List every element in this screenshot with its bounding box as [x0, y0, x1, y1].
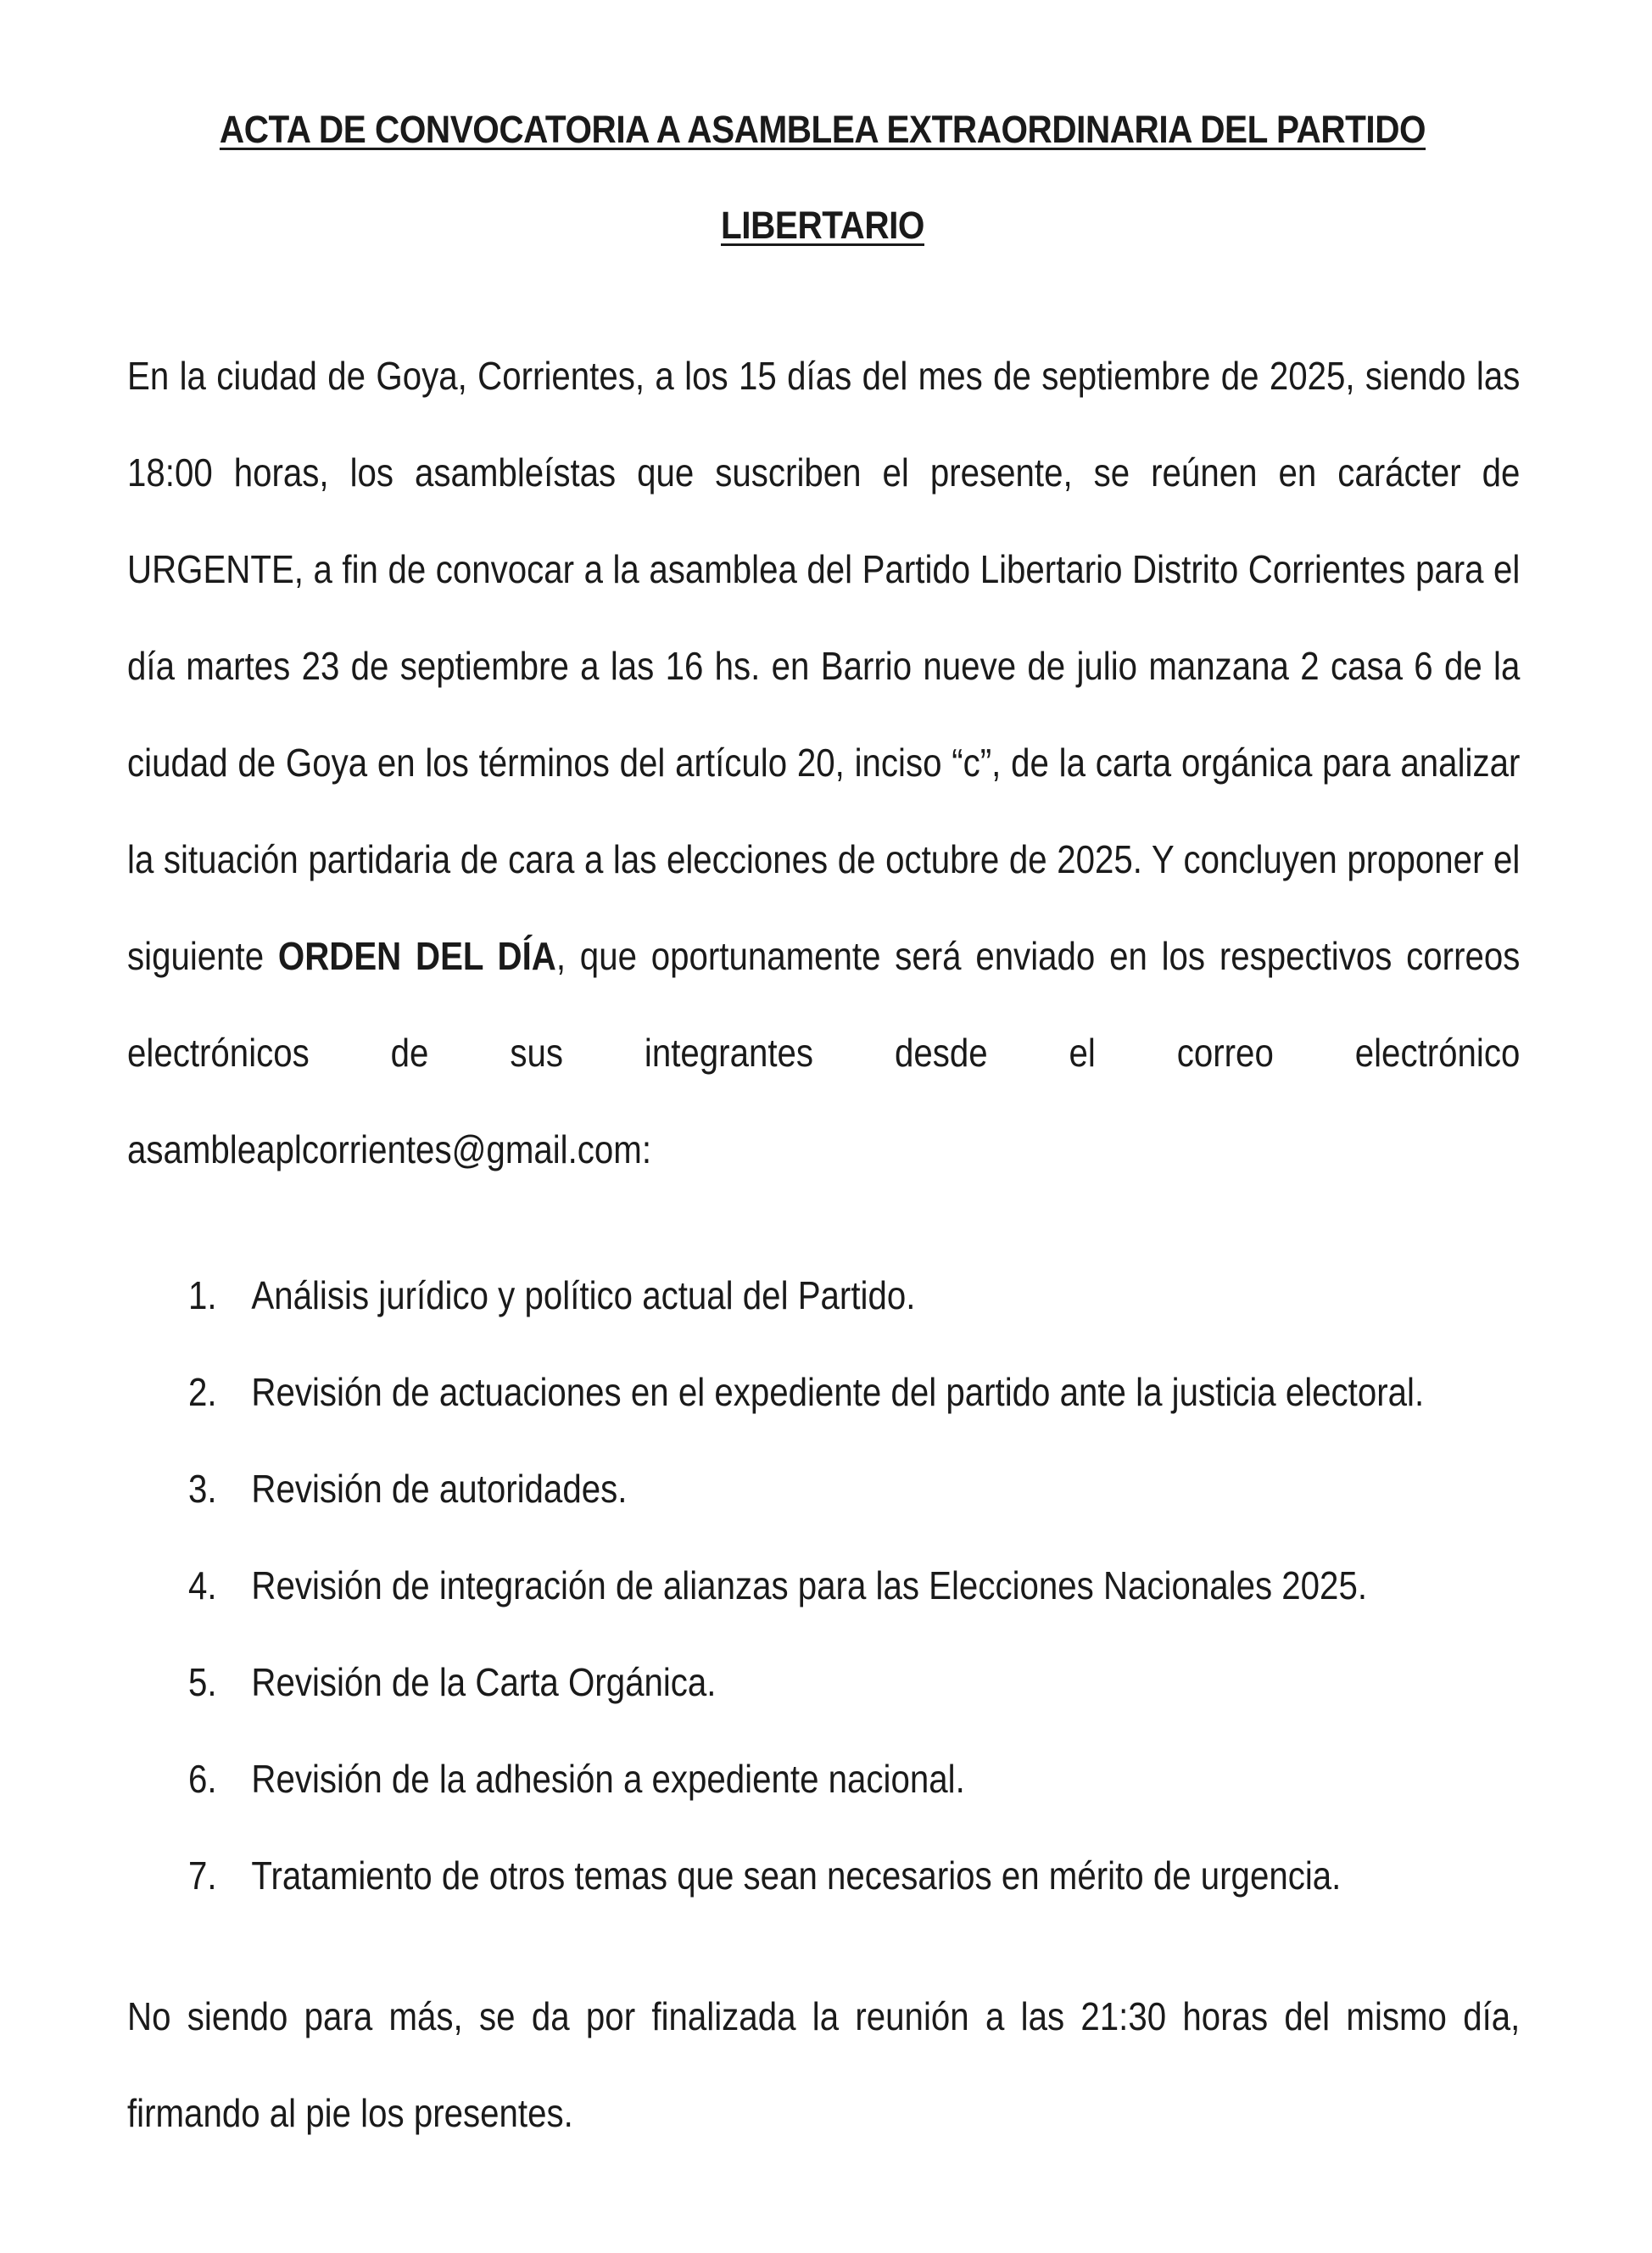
document-title-line-1: ACTA DE CONVOCATORIA A ASAMBLEA EXTRAORDINARIA DEL PARTIDO: [219, 108, 1426, 151]
agenda-item-text: Revisión de integración de alianzas para las Elecciones Nacionales 2025.: [251, 1563, 1368, 1607]
paragraph-line: ciudad de Goya en los términos del artículo 20, inciso “c”, de la carta orgánica para analizar: [127, 741, 1521, 785]
closing-line: No siendo para más, se da por finalizada la reunión a las 21:30 horas del mismo día,: [127, 1994, 1521, 2038]
agenda-item-number: 3.: [188, 1467, 217, 1511]
agenda-item-text: Revisión de actuaciones en el expediente del partido ante la justicia electoral.: [251, 1370, 1425, 1414]
agenda-item-number: 6.: [188, 1757, 217, 1801]
paragraph-text: , que oportunamente será enviado en los respectivos correos: [555, 934, 1521, 978]
agenda-item-text: Revisión de la Carta Orgánica.: [251, 1660, 717, 1704]
agenda-item: [188, 1827, 1346, 1924]
agenda-item: [188, 1634, 1346, 1730]
closing-line: firmando al pie los presentes.: [127, 2091, 573, 2135]
agenda-item-number: 7.: [188, 1853, 217, 1898]
paragraph-line: día martes 23 de septiembre a las 16 hs. en Barrio nueve de julio manzana 2 casa 6 de la: [127, 644, 1521, 688]
agenda-item-number: 2.: [188, 1370, 217, 1414]
agenda-item-number: 5.: [188, 1660, 217, 1704]
agenda-item-text: Tratamiento de otros temas que sean necesarios en mérito de urgencia.: [251, 1853, 1342, 1898]
agenda-item: [188, 1344, 1425, 1440]
agenda-item: [188, 1247, 1346, 1344]
agenda-item-number: 4.: [188, 1563, 217, 1607]
opening-paragraph: [127, 327, 1520, 1198]
agenda-item-text: Revisión de autoridades.: [251, 1467, 628, 1511]
paragraph-text: siguiente: [127, 934, 278, 978]
paragraph-line: electrónicos de sus integrantes desde el correo electrónico: [127, 1031, 1521, 1075]
agenda-item-number: 1.: [188, 1273, 217, 1317]
paragraph-line: la situación partidaria de cara a las elecciones de octubre de 2025. Y concluyen proponer el: [127, 837, 1521, 881]
agenda-item: [188, 1440, 1346, 1537]
agenda-item: [188, 1730, 1346, 1827]
paragraph-line-orden: [127, 908, 1520, 1004]
paragraph-line: URGENTE, a fin de convocar a la asamblea del Partido Libertario Distrito Corrientes para el: [127, 547, 1521, 591]
paragraph-line: 18:00 horas, los asambleístas que suscriben el presente, se reúnen en carácter de: [127, 450, 1521, 495]
agenda-list: [188, 1247, 1511, 1924]
agenda-item-text: Análisis jurídico y político actual del Partido.: [251, 1273, 916, 1317]
agenda-item: [188, 1537, 1368, 1634]
paragraph-line: En la ciudad de Goya, Corrientes, a los 15 días del mes de septiembre de 2025, siendo las: [127, 354, 1521, 398]
document-title-line-2: LIBERTARIO: [721, 204, 924, 247]
closing-paragraph: [127, 1968, 1520, 2161]
orden-del-dia-label: ORDEN DEL DÍA: [277, 934, 556, 978]
agenda-item-text: Revisión de la adhesión a expediente nacional.: [251, 1757, 965, 1801]
email-address: asambleaplcorrientes@gmail.com:: [127, 1127, 652, 1171]
